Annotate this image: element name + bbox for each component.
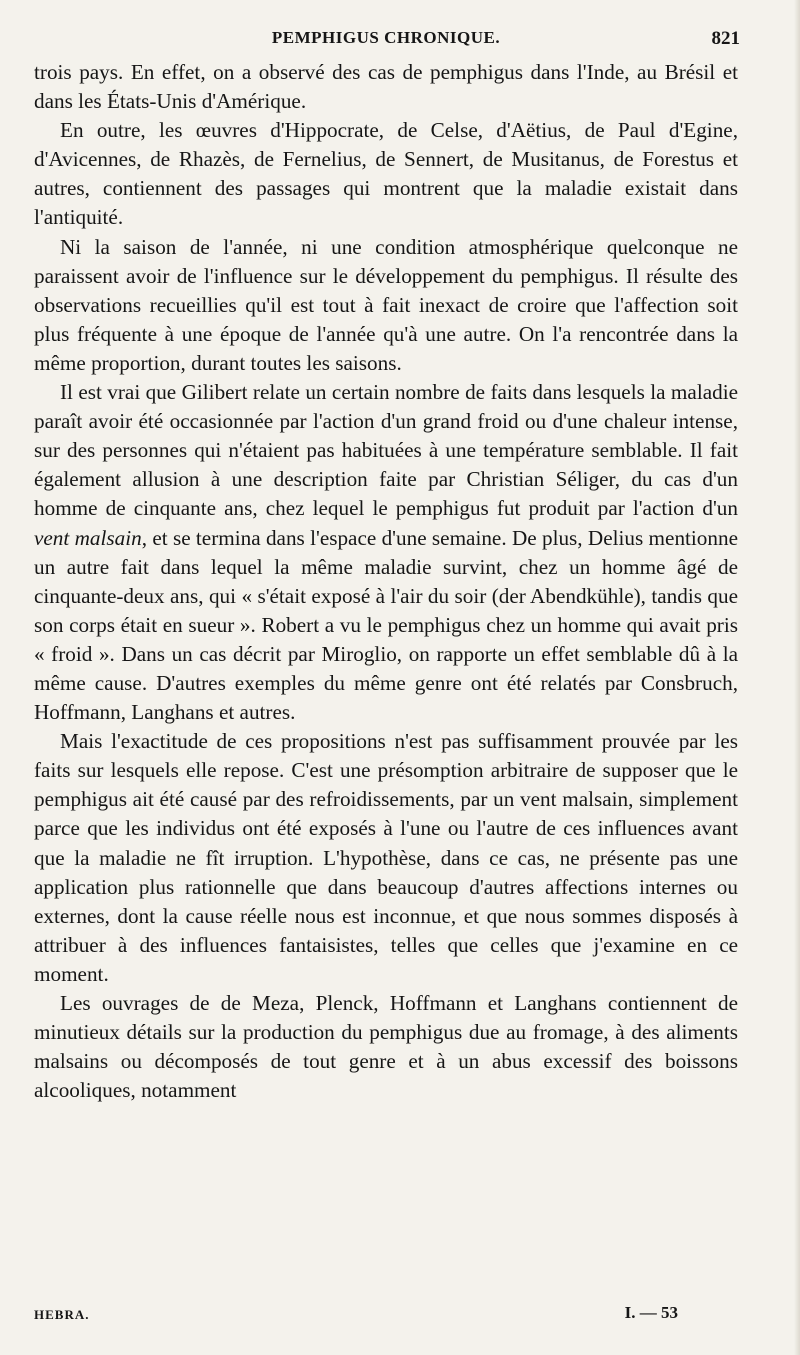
italic-phrase: vent malsain xyxy=(34,525,142,550)
paragraph xyxy=(34,378,738,727)
signature-mark: I. — 53 xyxy=(624,1303,678,1322)
page-footer xyxy=(34,1303,738,1327)
page-edge-shadow xyxy=(794,0,800,1355)
paragraph xyxy=(34,727,738,989)
footer-author: HEBRA. xyxy=(34,1307,90,1322)
paragraph-text: En outre, les œuvres d'Hippocrate, de Celse, d'Aëtius, de Paul d'Egine, d'Avicennes, de Rhazès, de Fernelius, de Sennert, de Musitanus, de Forestus et autres, contiennent des passages qui montrent que la maladie existait dans l'antiquité. xyxy=(34,118,738,230)
paragraph-text: Il est vrai que Gilibert relate un certain nombre de faits dans lesquels la maladie paraît avoir été occasionnée par l'action d'un grand froid ou d'une chaleur intense, sur des personnes qui n'étaient pas habituées à une température semblable. Il fait également allusion à une description faite par Christian Séliger, du cas d'un homme de cinquante ans, chez lequel le pemphigus fut produit par l'action d'un xyxy=(34,380,738,521)
running-title: PEMPHIGUS CHRONIQUE. xyxy=(271,28,501,47)
page-number: 821 xyxy=(711,28,740,49)
paragraph-text: Les ouvrages de de Meza, Plenck, Hoffmann et Langhans contiennent de minutieux détails sur la production du pemphigus due au fromage, à des aliments malsains ou décomposés de tout genre et à un abus excessif des boissons alcooliques, notamment xyxy=(34,991,738,1103)
paragraph-text: , et se termina dans l'espace d'une semaine. De plus, Delius mentionne un autre fait dans lequel la même maladie survint, chez un homme âgé de cinquante-deux ans, qui « s'était exposé à l'air du soir (der Abendkühle), tandis que son corps était en sueur ». Robert a vu le pemphigus chez un homme qui avait pris « froid ». Dans un cas décrit par Miroglio, on rapporte un effet semblable dû à la même cause. D'autres exemples du même genre ont été relatés par Consbruch, Hoffmann, Langhans et autres. xyxy=(34,525,738,725)
paragraph xyxy=(34,989,738,1105)
paragraph-continuation xyxy=(34,58,738,116)
paragraph-text: Mais l'exactitude de ces propositions n'est pas suffisamment prouvée par les faits sur lesquels elle repose. C'est une présomption arbitraire de supposer que le pemphigus ait été causé par des refroidissements, par un vent malsain, simplement parce que les individus ont été exposés à l'une ou l'autre de ces influences avant que la maladie ne fît irruption. L'hypothèse, dans ce cas, ne présente pas une application plus rationnelle que dans beaucoup d'autres affections internes ou externes, dont la cause réelle nous est inconnue, et que nous sommes disposés à attribuer à des influences fantaisistes, telles que celles que j'examine en ce moment. xyxy=(34,729,738,986)
paragraph xyxy=(34,116,738,232)
paragraph-text: trois pays. En effet, on a observé des cas de pemphigus dans l'Inde, au Brésil et dans les États-Unis d'Amérique. xyxy=(34,60,738,114)
body-text xyxy=(34,58,738,1105)
paragraph xyxy=(34,233,738,378)
paragraph-text: Ni la saison de l'année, ni une condition atmosphérique quelconque ne paraissent avoir de l'influence sur le développement du pemphigus. Il résulte des observations recueillies qu'il est tout à fait inexact de croire que l'affection soit plus fréquente à une époque de l'année qu'à une autre. On l'a rencontrée dans la même proportion, durant toutes les saisons. xyxy=(34,234,738,375)
running-head xyxy=(32,28,740,56)
